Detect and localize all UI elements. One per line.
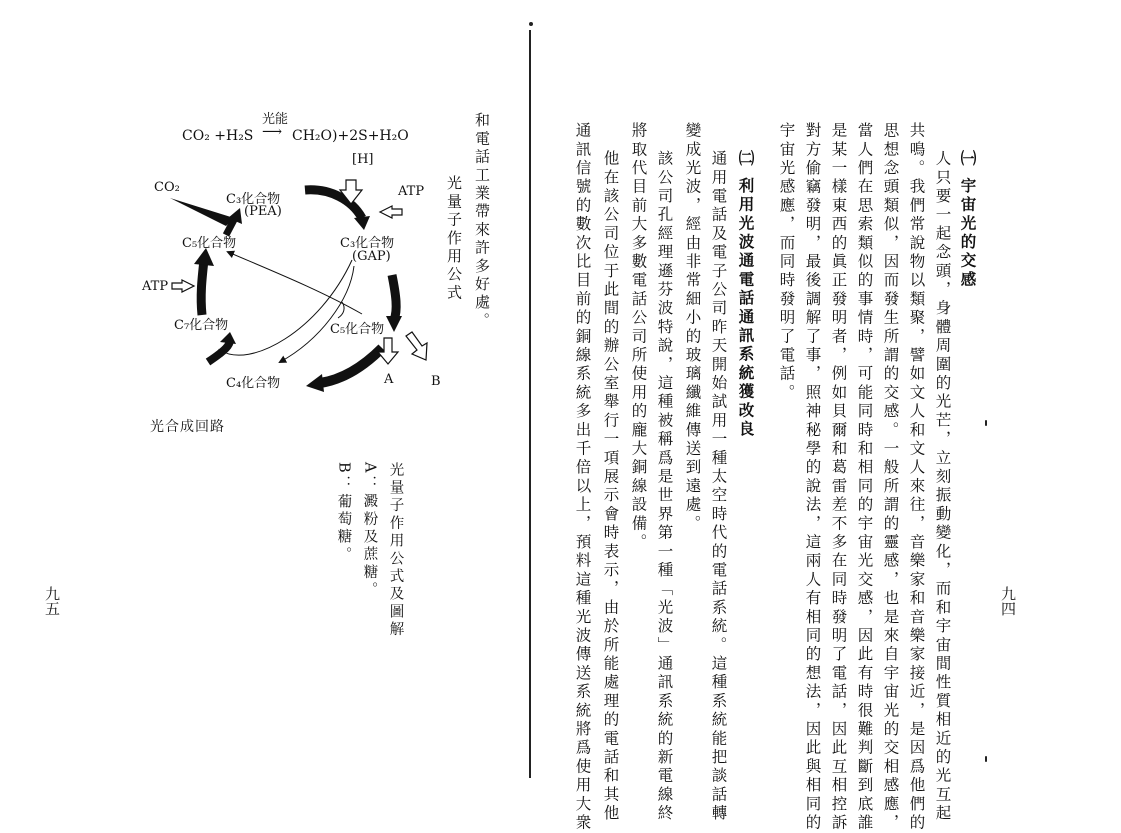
text-column: 通用電話及電子公司昨天開始試用一種太空時代的電話系統。這種系統能把談話轉 — [709, 150, 728, 824]
label-pea: (PEA) — [244, 204, 282, 219]
text-column: 思想念頭類似，因而發生所謂的交感。一般所謂的靈感，也是來自宇宙光的交相感應， — [881, 122, 900, 833]
text-column: 他在該公司位于此間的辦公室舉行一項展示會時表示，由於所能處理的電話和其他 — [601, 150, 620, 824]
equation-arrow-label: 光能 — [262, 112, 289, 127]
label-output-b: B — [431, 374, 441, 389]
cycle-arrow-c7-to-c5 — [201, 260, 204, 315]
text-column: 人只要一起念頭，身體周圍的光芒，立刻振動變化，而和宇宙間性質相近的光互起 — [933, 150, 952, 824]
label-c4: C₄化合物 — [226, 376, 281, 391]
atp-left-hollow-arrow — [172, 280, 194, 292]
legend-b: B：葡萄糖。 — [335, 462, 352, 565]
page-spine-divider — [529, 30, 531, 778]
thin-arrow-c6-to-c5 — [228, 252, 362, 314]
diagram-caption: 光合成回路 — [150, 419, 225, 435]
section-heading-2: ㈡ 利用光波通電話通訊系統獲改良 — [736, 150, 756, 440]
label-gap: (GAP) — [352, 249, 391, 264]
text-column: 當人們在思索類似的事情時，可能同時和相同的宇宙光交感，因此有時很難判斷到底誰 — [855, 122, 874, 833]
thin-arrow-gap-to-c4 — [280, 266, 354, 362]
atp-input-hollow-arrow — [380, 206, 402, 218]
label-c3-gap: C₃化合物 — [340, 236, 395, 251]
text-column: 將取代目前大多數電話公司所使用的龐大銅線設備。 — [629, 122, 648, 553]
cycle-arrow-c4-to-c7 — [208, 340, 230, 362]
equation-arrow: ⟶ — [262, 124, 283, 140]
co2-input-arrow — [170, 198, 234, 226]
side-column-text: 和電話工業帶來許多好處。 — [473, 112, 491, 331]
label-atp-left: ATP — [142, 279, 169, 294]
equation-lhs: CO₂ +H₂S — [182, 128, 254, 144]
label-c3-pea: C₃化合物 — [226, 192, 281, 207]
text-column: 變成光波，經由非常細小的玻璃纖維傳送到遠處。 — [683, 122, 702, 534]
label-h: [H] — [352, 152, 374, 167]
thin-arrow-gap-to-c7 — [220, 260, 352, 355]
page-number-right: 九四 — [999, 586, 1017, 616]
equation-rhs: CH₂O)+2S+H₂O — [292, 128, 409, 144]
text-column: 對方偷竊發明，最後調解了事，照神秘學的說法，這兩人有相同的想法，因此與相同的 — [803, 122, 822, 833]
page-number-left: 九五 — [43, 586, 61, 616]
label-atp-top: ATP — [398, 184, 425, 199]
text-column: 共鳴。我們常說物以類聚，譬如文人和文人來往，音樂家和音樂家接近，是因爲他們的 — [907, 122, 926, 833]
label-c5-mid: C₅化合物 — [330, 322, 385, 337]
text-column: 宇宙光感應，而同時發明了電話。 — [777, 122, 796, 403]
speck — [985, 420, 987, 426]
label-output-a: A — [384, 372, 394, 387]
cycle-arrow-gap-to-c6 — [392, 275, 396, 320]
speck — [985, 756, 987, 762]
text-column: 通訊信號的數次比目前的銅線系統多出千倍以上，預料這種光波傳送系統將爲使用大衆 — [573, 122, 592, 833]
legend-title: 光量子作用公式及圖解 — [387, 462, 404, 639]
text-column: 是某一樣東西的眞正發明者，例如貝爾和葛雷差不多在同時發明了電話，因此互相控訴 — [829, 122, 848, 833]
label-c5-left: C₅化合物 — [182, 236, 237, 251]
label-c7: C₇化合物 — [174, 318, 229, 333]
output-b-hollow-arrow — [406, 332, 427, 360]
spine-top-dot — [529, 22, 533, 26]
thin-bend-mark — [338, 302, 344, 318]
photosynthesis-cycle-diagram — [130, 100, 470, 410]
legend-a: A：澱粉及蔗糖。 — [361, 462, 378, 600]
section-heading-1: ㈠ 宇宙光的交感 — [958, 150, 978, 290]
text-column: 該公司孔經理遜芬波特說，這種被稱爲是世界第一種「光波」通訊系統的新電線終 — [655, 150, 674, 824]
side-column-title: 光量子作用公式 — [445, 175, 463, 303]
cycle-arrow-c6-to-c4 — [320, 348, 382, 383]
label-co2: CO₂ — [154, 180, 180, 195]
